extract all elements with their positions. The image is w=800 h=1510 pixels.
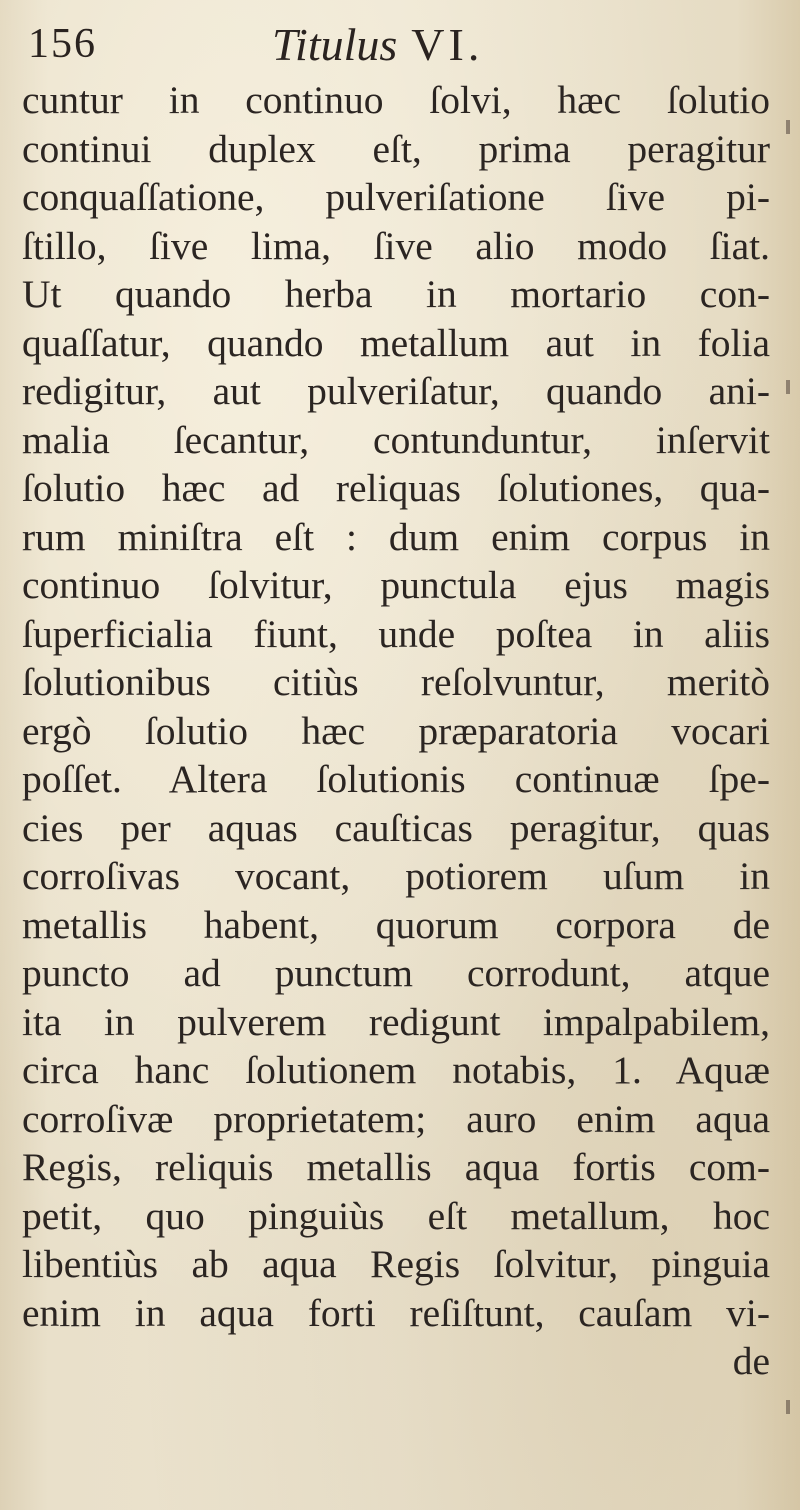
text-line: ſuperficialia fiunt, unde poſtea in aliis (22, 611, 770, 656)
page-title (272, 18, 483, 71)
text-line: ſtillo, ſive lima, ſive alio modo ſiat. (22, 223, 770, 268)
title-number: VI. (411, 19, 484, 70)
text-line: libentiùs ab aqua Regis ſolvitur, pinguia (22, 1242, 770, 1286)
body-text (22, 76, 770, 1386)
text-line: ergò ſolutio hæc præparatoria vocari (22, 708, 770, 753)
running-head (22, 16, 778, 78)
text-line: corroſivæ proprietatem; auro enim aqua (22, 1096, 770, 1141)
text-line: rum miniſtra eſt : dum enim corpus in (22, 514, 770, 559)
text-line: conquaſſatione, pulveriſatione ſive pi- (22, 175, 770, 219)
edge-mark (786, 120, 790, 134)
text-line: continui duplex eſt, prima peragitur (22, 126, 770, 171)
text-line: poſſet. Altera ſolutionis continuæ ſpe- (22, 757, 770, 801)
text-line: Ut quando herba in mortario con- (22, 272, 770, 316)
text-line: malia ſecantur, contunduntur, inſervit (22, 417, 770, 462)
title-word: Titulus (272, 19, 398, 70)
text-line: cies per aquas cauſticas peragitur, quas (22, 805, 770, 850)
text-line: ita in pulverem redigunt impalpabilem, (22, 999, 770, 1044)
catchword: de (732, 1339, 770, 1383)
edge-mark (786, 1400, 790, 1414)
text-line: cuntur in continuo ſolvi, hæc ſolutio (22, 78, 770, 122)
text-line: metallis habent, quorum corpora de (22, 902, 770, 947)
text-line: Regis, reliquis metallis aqua fortis com- (22, 1145, 770, 1189)
text-line: circa hanc ſolutionem notabis, 1. Aquæ (22, 1048, 770, 1092)
text-line: continuo ſolvitur, punctula ejus magis (22, 563, 770, 607)
text-line: corroſivas vocant, potiorem uſum in (22, 854, 770, 898)
text-line: enim in aqua forti reſiſtunt, cauſam vi- (22, 1290, 770, 1335)
text-line: ſolutionibus citiùs reſolvuntur, meritò (22, 660, 770, 704)
text-line: puncto ad punctum corrodunt, atque (22, 951, 770, 995)
text-line: redigitur, aut pulveriſatur, quando ani- (22, 369, 770, 413)
text-line: quaſſatur, quando metallum aut in folia (22, 320, 770, 365)
edge-mark (786, 380, 790, 394)
page-number: 156 (28, 21, 97, 67)
text-line: petit, quo pinguiùs eſt metallum, hoc (22, 1193, 770, 1238)
text-line: ſolutio hæc ad reliquas ſolutiones, qua- (22, 466, 770, 510)
